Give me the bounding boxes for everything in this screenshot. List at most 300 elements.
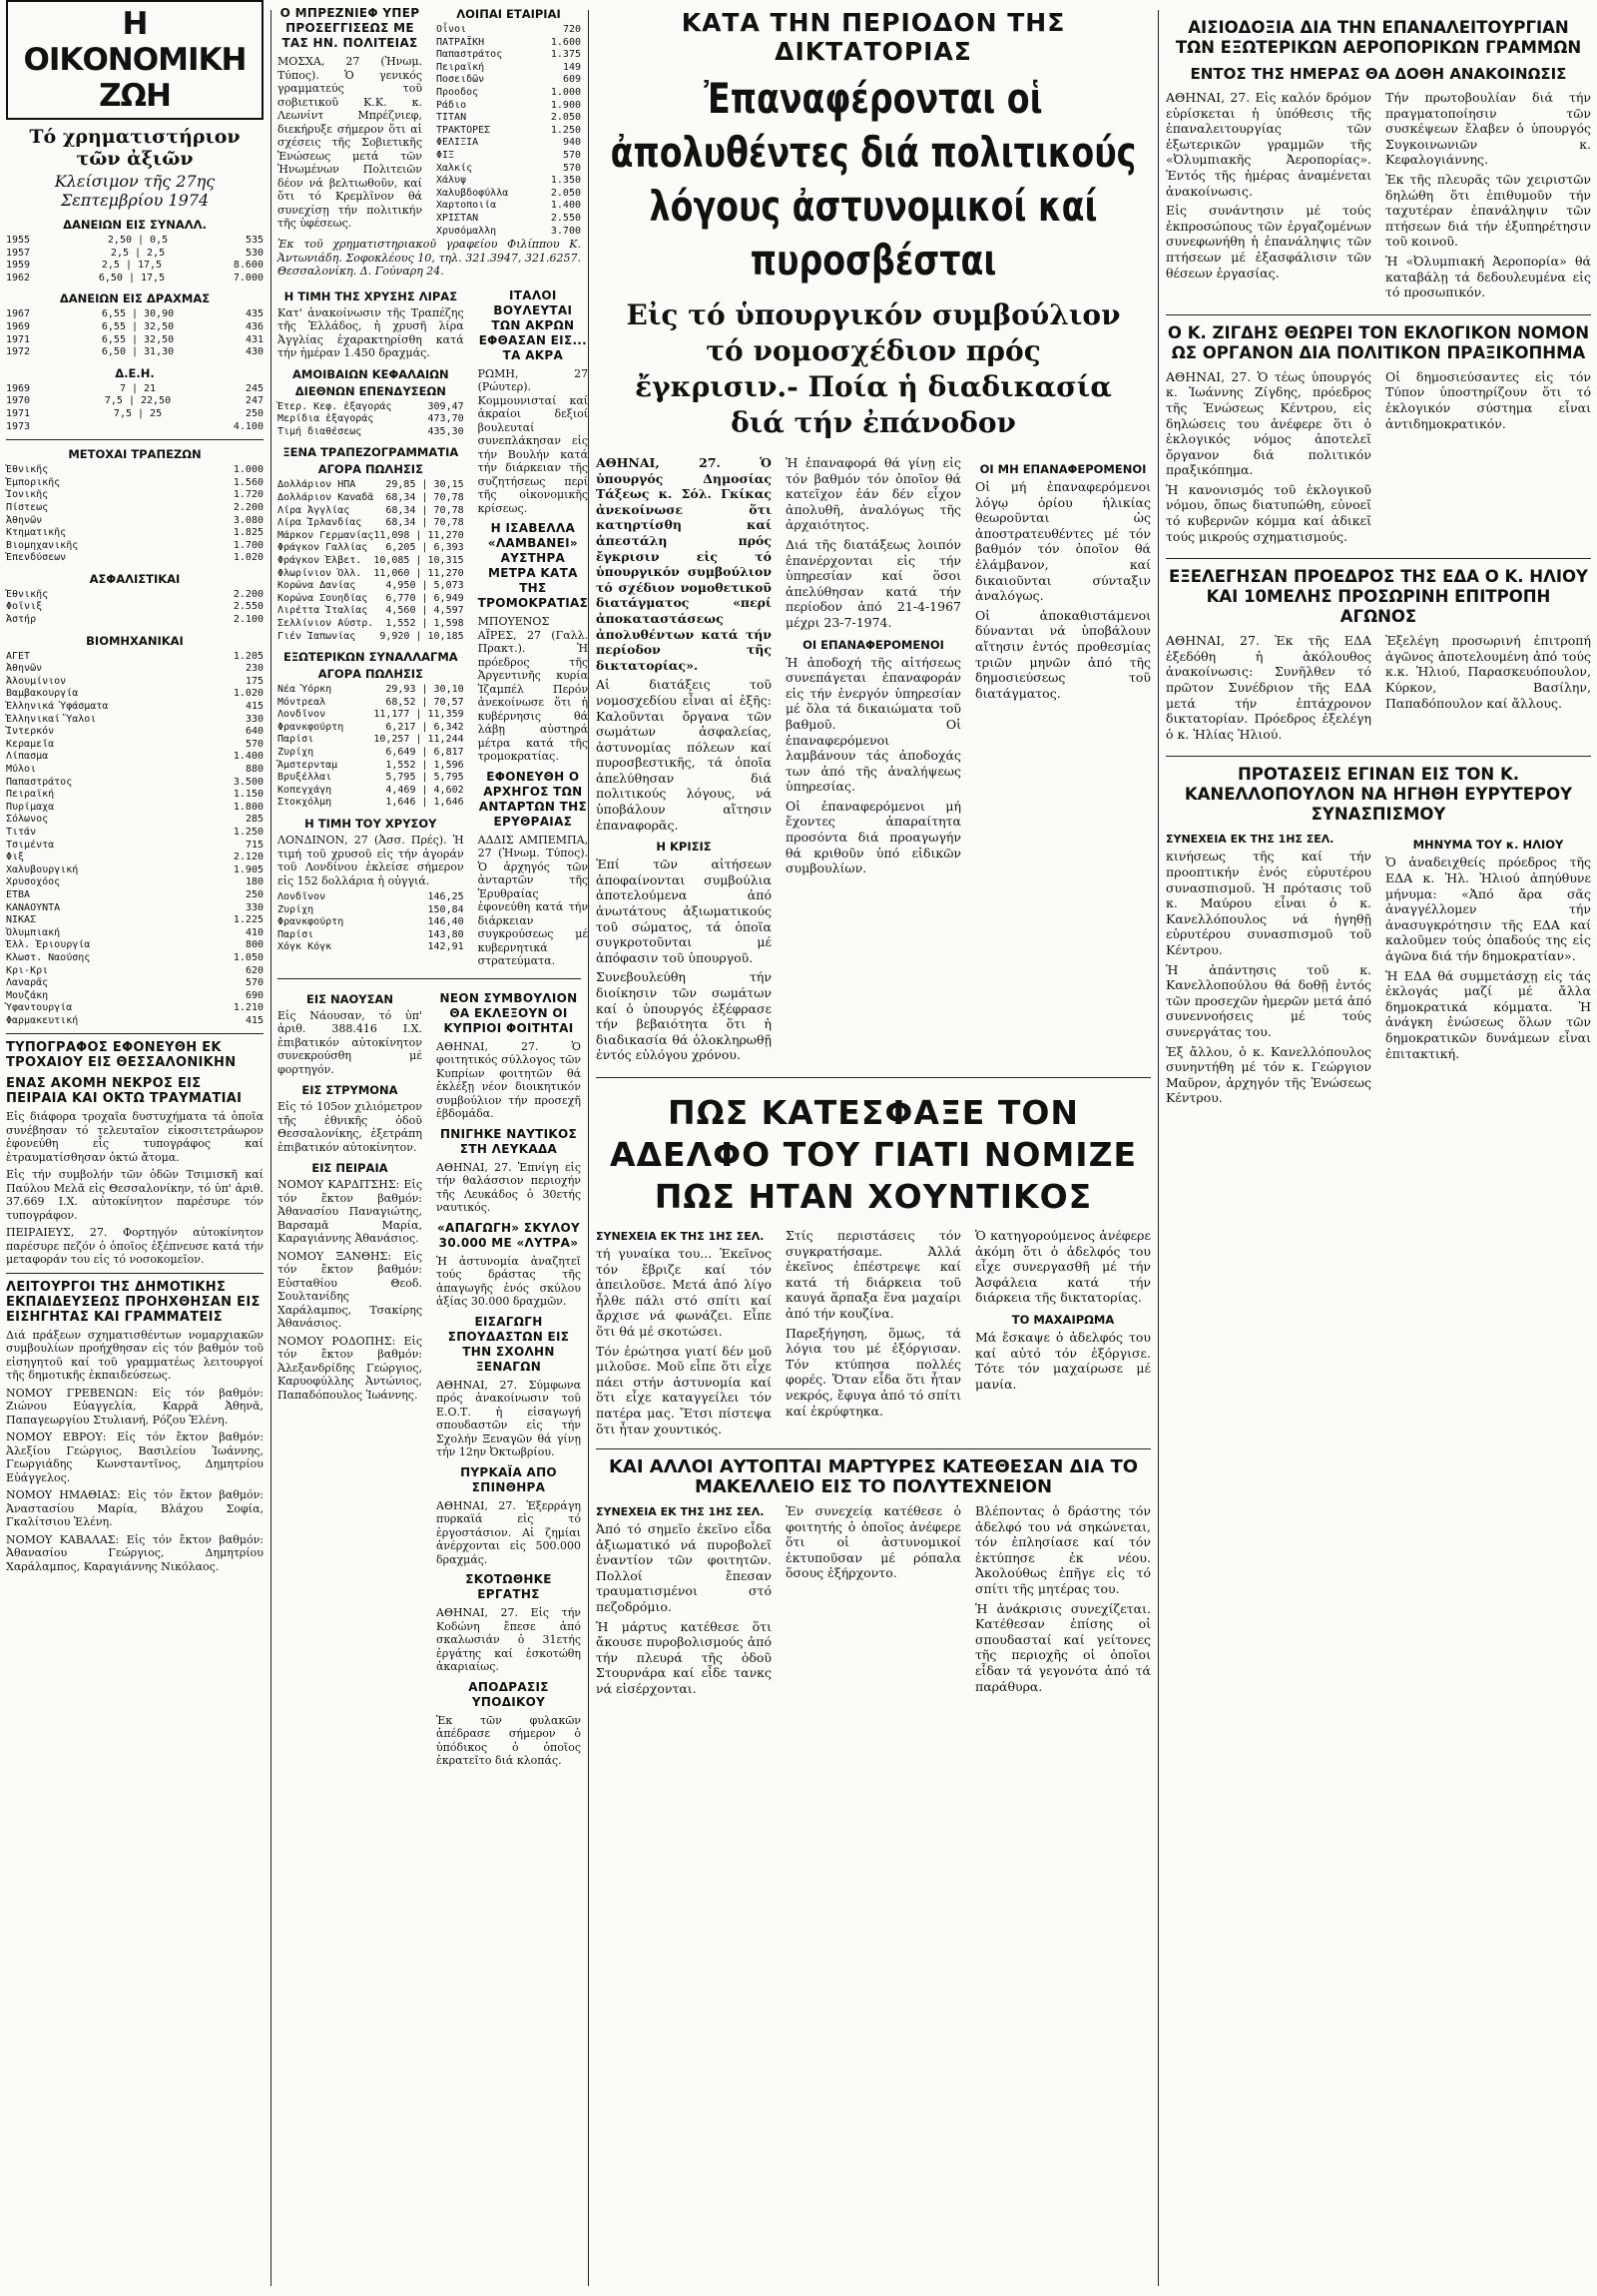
row-label: Ἐθνικῆς — [6, 588, 49, 600]
table-row — [277, 605, 464, 618]
main-story — [596, 0, 1151, 2296]
headline-piraeus: ΕΝΑΣ ΑΚΟΜΗ ΝΕΚΡΟΣ ΕΙΣ ΠΕΙΡΑΙΑ ΚΑΙ ΟΚΤΩ ΤΡΑΥΜΑΤΙΑΙ — [6, 1076, 243, 1107]
row-label: Λιρέττα Ἰταλίας — [277, 605, 368, 617]
table-row — [6, 489, 264, 502]
article-text: Συνεβουλεύθη τήν διοίκησιν τῶν σωμάτων καί ὁ ὑπουργός ἐξέφρασε τήν βεβαιότητα ὅτι ἡ διαδικασία θά ὁλοκληρωθῇ ἐντός εὐλόγου χρόνου. — [596, 969, 772, 1063]
table-row — [6, 308, 264, 321]
row-value: 570 — [245, 738, 264, 750]
row-value: 6,50 | 31,30 — [101, 346, 175, 358]
table-row — [6, 248, 264, 261]
row-label: Τιτάν — [6, 826, 37, 838]
section-title: ΔΑΝΕΙΩΝ ΕΙΣ ΔΡΑΧΜΑΣ — [59, 291, 211, 306]
row-label: Παπαστράτος — [6, 776, 73, 788]
row-value: 2.050 — [550, 112, 581, 124]
row-label: 1959 — [6, 260, 31, 272]
row-label: Φρανκφούρτη — [277, 916, 344, 928]
story-polytechnic-headline: ΚΑΙ ΑΛΛΟΙ ΑΥΤΟΠΤΑΙ ΜΑΡΤΥΡΕΣ ΚΑΤΕΘΕΣΑΝ ΔΙΑ ΤΟ ΜΑΚΕΛΛΕΙΟ ΕΙΣ ΤΟ ΠΟΛΥΤΕΧΝΕΙΟΝ — [608, 1456, 1139, 1498]
row-value: 2,5 | 2,5 — [110, 247, 166, 259]
table-row — [277, 929, 464, 942]
row-value: 6,55 | 30,90 — [101, 308, 175, 320]
table-row — [436, 163, 581, 176]
row-label: ΕΤΒΑ — [6, 888, 31, 900]
row-label: Λίρα Ἀγγλίας — [277, 504, 350, 516]
table-row — [6, 739, 264, 752]
row-value: 7.000 — [233, 272, 264, 284]
table-row — [6, 840, 264, 853]
article-text: Ἡ μάρτυς κατέθεσε ὅτι ἄκουσε πυροβολισμούς ἀπό τήν πλευρά τῆς ὁδοῦ Στουρνάρα καί εἶδε τανκς νά εἰσέρχονται. — [596, 1618, 772, 1697]
row-label: Ποσειδῶν — [436, 74, 485, 86]
row-value: 10,085 | 10,315 — [373, 554, 464, 566]
row-label: Πυρίμαχα — [6, 801, 55, 813]
row-value: 6,205 | 6,393 — [385, 542, 464, 554]
row-value: 9,920 | 10,185 — [379, 630, 464, 642]
section-title: Η ΚΡΙΣΙΣ — [656, 840, 712, 855]
table-row — [436, 112, 581, 125]
table-row — [6, 852, 264, 864]
row-label: Μουζάκη — [6, 989, 49, 1001]
section-title: ΑΓΟΡΑ ΠΩΛΗΣΙΣ — [317, 462, 423, 477]
article-text: ΠΕΙΡΑΙΕΥΣ, 27. Φορτηγόν αὐτοκίνητον παρέσυρε πεζόν ὁ ὁποῖος ἐξέπνευσε κατά τήν μεταφοράν του εἰς τό νοσοκομεῖον. — [6, 1226, 264, 1267]
article-text: Ἡ ἀποδοχή τῆς αἰτήσεως συνεπάγεται ἐπαναφοράν εἰς τήν ἐνεργόν ὑπηρεσίαν μέ ὅλα τά δικαιώματα τοῦ βαθμοῦ. Οἱ ἐπαναφερόμενοι λαμβάνουν τάς ἀποδοχάς των ἀπό τῆς ἀναλήψεως ὑπηρεσίας. — [786, 654, 961, 795]
table-row — [6, 601, 264, 614]
article-text: Ὁ κατηγορούμενος ἀνέφερε ἀκόμη ὅτι ὁ ἀδελφός του εἶχε συνεργασθῆ μέ τήν Ἀσφάλεια κατά τήν διάρκεια τῆς δικτατορίας. — [975, 1227, 1151, 1306]
row-value: 6,770 | 6,949 — [385, 592, 464, 604]
article-text: ΡΩΜΗ, 27 (Ρώυτερ). Κομμουνισταί καί ἀκραίοι δεξιοί βουλευταί συνεπλάκησαν εἰς τήν Βουλήν κατά τήν διάρκειαν τῆς συζητήσεως περί τῆς οἰκονομικῆς κρίσεως. — [477, 366, 589, 515]
row-value: 1.050 — [233, 951, 264, 963]
row-label: Χάλυψ — [436, 175, 467, 187]
row-label: ΑΓΕΤ — [6, 650, 31, 662]
headline-eda: ΕΞΕΛΕΓΗΣΑΝ ΠΡΟΕΔΡΟΣ ΤΗΣ ΕΔΑ Ο Κ. ΗΛΙΟΥ ΚΑΙ 10ΜΕΛΗΣ ΠΡΟΣΩΡΙΝΗ ΕΠΙΤΡΟΠΗ ΑΓΩΝΟΣ — [1169, 567, 1588, 627]
row-value: 940 — [562, 137, 581, 149]
row-label: Ἄμστερνταμ — [277, 759, 338, 771]
row-value: 2.120 — [233, 852, 264, 863]
row-label: ΤΙΤΑΝ — [436, 112, 467, 124]
row-label: Φιξ — [6, 852, 25, 863]
row-value: 29,85 | 30,15 — [385, 479, 464, 491]
row-value: 1.210 — [233, 1002, 264, 1014]
table-row — [277, 618, 464, 631]
section-title: ΜΕΤΟΧΑΙ ΤΡΑΠΕΖΩΝ — [68, 447, 202, 462]
main-headline: Ἐπαναφέρονται οἱ ἀπολυθέντες διά πολιτικούς λόγους ἀστυνομικοί καί πυροσβέσται — [610, 74, 1137, 285]
article-text: ΝΟΜΟΥ ΗΜΑΘΙΑΣ: Εἰς τόν ἔκτον βαθμόν: Ἀναστασίου Μαρία, Βλάχου Σοφία, Γκαλίτσιου Ἑλένη. — [6, 1488, 264, 1529]
row-label: 1972 — [6, 346, 31, 358]
table-row — [6, 464, 264, 477]
table-row — [436, 125, 581, 138]
headline-teachers: ΛΕΙΤΟΥΡΓΟΙ ΤΗΣ ΔΗΜΟΤΙΚΗΣ ΕΚΠΑΙΔΕΥΣΕΩΣ ΠΡΟΗΧΘΗΣΑΝ ΕΙΣ ΕΙΣΗΓΗΤΑΣ ΚΑΙ ΓΡΑΜΜΑΤΕΙΣ — [6, 1279, 261, 1325]
table-row — [6, 802, 264, 815]
row-value: 330 — [245, 713, 264, 725]
section-title: ΔΙΕΘΝΩΝ ΕΠΕΝΔΥΣΕΩΝ — [294, 383, 446, 398]
section-title: ΑΣΦΑΛΙΣΤΙΚΑΙ — [89, 571, 181, 586]
row-value: 3.500 — [233, 776, 264, 788]
row-label: Φαρμακευτική — [6, 1014, 79, 1026]
row-value: 2.550 — [550, 212, 581, 224]
row-value: 6,55 | 32,50 — [101, 320, 175, 332]
row-label: Παπαστράτος — [436, 49, 503, 61]
table-row — [277, 593, 464, 606]
row-label: Κορώνα Σουηδίας — [277, 592, 368, 604]
table-row — [436, 226, 581, 239]
row-value: 1.700 — [233, 539, 264, 551]
table-row — [6, 789, 264, 802]
row-value: 247 — [245, 395, 264, 407]
row-value: 1.205 — [233, 650, 264, 662]
row-value: 880 — [245, 764, 264, 775]
row-label: Χαλκίς — [436, 162, 473, 174]
table-row — [277, 631, 464, 644]
loans-a-table — [6, 235, 264, 285]
table-row — [6, 421, 264, 434]
row-label: 1971 — [6, 333, 31, 345]
row-value: 11,177 | 11,359 — [373, 709, 464, 721]
article-text: ΜΟΣΧΑ, 27 (Ἠνωμ. Τύπος). Ὁ γενικός γραμματεύς τοῦ σοβιετικοῦ Κ.Κ. κ. Λεωνίντ Μπρέζνιεφ, διεκήρυξε σήμερον ὅτι αἱ σχέσεις τῆς Σοβιετικῆς Ἑνώσεως μετά τῶν Ἡνωμένων Πολιτειῶν δέον νά βελτιωθοῦν, καί ὅτι τό Κρεμλῖνον θά συνεχίσῃ τήν πολιτικήν τῆς ὑφέσεως. — [277, 55, 422, 230]
table-row — [6, 614, 264, 627]
table-row — [436, 175, 581, 188]
table-row — [6, 540, 264, 553]
row-label: Χρυσόμαλλη — [436, 225, 497, 237]
masthead-date: Κλείσιμον τῆς 27ης Σεπτεμβρίου 1974 — [54, 172, 216, 210]
row-value: 1.800 — [233, 801, 264, 813]
row-label: Προοδος — [436, 86, 479, 98]
row-value: 7 | 21 — [119, 382, 157, 394]
table-row — [6, 1015, 264, 1028]
table-row — [6, 527, 264, 540]
row-label: Παρίσι — [277, 928, 314, 940]
table-row — [277, 916, 464, 929]
row-label: Πειραϊκή — [6, 789, 55, 801]
article-text: Εἰς συνάντησιν μέ τούς ἐκπροσώπους τῶν ἐργαζομένων συνεφωνήθη ἡ ἐπανάληψις τῶν πτήσεων μέ ἐξασφάλισιν τῶν θέσεων ἐργασίας. — [1166, 203, 1371, 281]
row-value: 436 — [245, 320, 264, 332]
row-value: 415 — [245, 1014, 264, 1026]
article-text: Οἱ δημοσιεύσαντες εἰς τόν Τύπον ὑποστηρίζουν ὅτι τό ἐκλογικόν σύστημα εἶναι ἀντιδημοκρατικόν. — [1385, 368, 1591, 431]
loans-b-table — [6, 308, 264, 358]
table-row — [6, 714, 264, 727]
table-row — [6, 814, 264, 827]
row-value: 410 — [245, 926, 264, 938]
table-row — [6, 383, 264, 396]
row-value: 2.100 — [233, 614, 264, 626]
table-row — [277, 709, 464, 722]
article-text: ΑΘΗΝΑΙ, 27. Ὁ τέως ὑπουργός κ. Ἰωάννης Ζίγδης, πρόεδρος τῆς Ἑνώσεως Κέντρου, εἰς δηλώσεις του ἀνέφερε ὅτι ὁ ἐκλογικός νόμος ἀποτελεῖ ὄργανον διά πολιτικόν πραξικόπημα. — [1166, 368, 1371, 478]
row-value: 415 — [245, 701, 264, 713]
row-label: Ζυρίχη — [277, 747, 314, 759]
table-row — [277, 785, 464, 798]
article-text: Διά πράξεων σχηματισθέντων νομαρχιακῶν συμβουλίων προήχθησαν εἰς τόν βαθμόν τοῦ εἰσηγητοῦ καί τοῦ γραμματέως λειτουργοί τῆς δημοτικῆς ἐκπαιδεύσεως. — [6, 1328, 264, 1383]
row-value: 1.720 — [233, 489, 264, 501]
industrial-table — [6, 651, 264, 1028]
table-row — [436, 62, 581, 75]
article-text: Κατ' ἀνακοίνωσιν τῆς Τραπέζης τῆς Ἑλλάδος, ἡ χρυσῆ λίρα Ἀγγλίας ἐχαρακτηρίσθη κατά τήν ἡμέραν 1.450 δραχμάς. — [277, 305, 464, 360]
table-row — [6, 477, 264, 490]
row-label: 1973 — [6, 420, 31, 432]
row-value: 1,552 | 1,596 — [385, 759, 464, 771]
table-row — [6, 977, 264, 990]
story-brother-headline: ΠΩΣ ΚΑΤΕΣΦΑΞΕ ΤΟΝ ΑΔΕΛΦΟ ΤΟΥ ΓΙΑΤΙ ΝΟΜΙΖΕ ΠΩΣ ΗΤΑΝ ΧΟΥΝΤΙΚΟΣ — [609, 1092, 1138, 1216]
row-value: 175 — [245, 675, 264, 687]
row-label: Ἑλληνικαί Ὕαλοι — [6, 713, 97, 725]
fx-table — [277, 479, 464, 643]
section-title: ΔΑΝΕΙΩΝ ΕΙΣ ΣΥΝΑΛΛ. — [63, 218, 207, 232]
row-label: Λαναρᾶς — [6, 977, 49, 989]
right-column — [1166, 0, 1591, 2296]
article-text: ΛΟΝΔΙΝΟΝ, 27 (Ἀσσ. Πρές). Ἡ τιμή τοῦ χρυσοῦ εἰς τήν ἀγοράν τοῦ Λονδίνου ἐκλείσε σήμερον εἰς 152 δολλάρια ἡ οὐγγιά. — [277, 834, 464, 887]
row-label: Κοπεγχάγη — [277, 784, 332, 796]
row-label: Κρι-Κρι — [6, 964, 49, 976]
table-row — [277, 426, 464, 439]
table-row — [277, 734, 464, 747]
table-row — [6, 676, 264, 689]
row-label: Δολλάριον Καναδᾶ — [277, 491, 374, 503]
row-value: 1.250 — [550, 124, 581, 136]
article-text: ΝΟΜΟΥ ΚΑΡΔΙΤΣΗΣ: Εἰς τόν ἔκτον βαθμόν: Ἀθανασίου Παναγιώτης, Βαρσαμᾶ Μαρία, Καραγιάννης Ἀθανάσιος. — [277, 1178, 422, 1246]
article-text: ΝΟΜΟΥ ΕΒΡΟΥ: Εἰς τόν ἔκτον βαθμόν: Ἀλεξίου Γεώργιος, Βασιλείου Ἰωάννης, Γεωργιάδης Κωνσταντῖνος, Δημητρίου Εὐάγγελος. — [6, 1431, 264, 1484]
row-label: Ζυρίχη — [277, 903, 314, 915]
row-label: Τιμή διαθέσεως — [277, 425, 362, 437]
table-row — [6, 726, 264, 739]
row-value: 6,217 | 6,342 — [385, 721, 464, 733]
section-title: ΕΞΩΤΕΡΙΚΩΝ ΣΥΝΑΛΛΑΓΜΑ — [282, 650, 458, 665]
table-row — [277, 697, 464, 710]
table-row — [277, 747, 464, 760]
article-text: Εἰς διάφορα τροχαῖα δυστυχήματα τά ὁποῖα συνέβησαν τό τελευταῖον εἰκοσιτετράωρον ἐφονεύθη εἷς τυπογράφος καί ἐτραυματίσθησαν ὀκτώ ἄτομα. — [6, 1110, 264, 1164]
row-label: Ἀθηνῶν — [6, 663, 43, 675]
table-row — [277, 479, 464, 492]
table-row — [277, 684, 464, 697]
row-label: Ἑτερ. Κεφ. ἐξαγοράς — [277, 400, 392, 412]
table-row — [6, 1002, 264, 1015]
row-value: 720 — [562, 24, 581, 35]
article-text: Ἡ ἀπάντησις τοῦ κ. Κανελλοπούλου θά δοθῇ ἐντός τῶν προσεχῶν ἡμερῶν μετά ἀπό συνεννοήσεις μέ τούς συνεργάτας του. — [1166, 961, 1371, 1039]
table-row — [436, 200, 581, 213]
article-lead: ΑΘΗΝΑΙ, 27. Ὁ ὑπουργός Δημοσίας Τάξεως κ. Σόλ. Γκίκας ἀνεκοίνωσε ὅτι κατηρτίσθη καί ἀπεστάλη πρός ἔγκρισιν εἰς τό ὑπουργικόν συμβούλιον τό σχέδιον νομοθετικοῦ διατάγματος «περί ἀποκαταστάσεως ἀπολυθέντων κατά τήν περίοδον τῆς δικτατορίας». — [596, 455, 772, 673]
row-label: Μάρκον Γερμανίας — [277, 529, 374, 541]
continuation-label: ΣΥΝΕΧΕΙΑ ΕΚ ΤΗΣ 1ΗΣ ΣΕΛ. — [596, 1505, 765, 1519]
headline-escape: ΑΠΟΔΡΑΣΙΣ ΥΠΟΔΙΚΟΥ — [468, 1679, 549, 1709]
row-value: 180 — [245, 876, 264, 888]
row-label: Ἀστήρ — [6, 614, 37, 626]
row-label: Παρίσι — [277, 734, 314, 746]
row-label: Οἶνοι — [436, 24, 467, 35]
table-row — [436, 150, 581, 163]
row-value: 1.400 — [233, 751, 264, 763]
continuation-label: ΣΥΝΕΧΕΙΑ ΕΚ ΤΗΣ 1ΗΣ ΣΕΛ. — [1166, 833, 1334, 847]
row-value: 1.150 — [233, 789, 264, 801]
article-text: Ἡ ἀνάκρισις συνεχίζεται. Κατέθεσαν ἐπίσης οἱ σπουδασταί καί γείτονες τῆς περιοχῆς οἱ ὁποῖοι εἶδαν τά γεγονότα ἀπό τά παράθυρα. — [975, 1600, 1151, 1694]
masthead-subtitle: Τό χρηματιστήριον τῶν ἀξιῶν — [29, 126, 241, 170]
table-row — [6, 990, 264, 1003]
row-label: Λονδῖνον — [277, 891, 326, 903]
section-title: ΑΜΟΙΒΑΙΩΝ ΚΕΦΑΛΑΙΩΝ — [291, 366, 449, 381]
table-row — [6, 589, 264, 602]
main-deck: Εἰς τό ὑπουργικόν συμβούλιον τό νομοσχέδιον πρός ἔγκρισιν.- Ποία ἡ διαδικασία διά τήν ἐπάνοδον — [626, 298, 1121, 439]
row-value: 1,646 | 1,646 — [385, 797, 464, 809]
row-value: 570 — [245, 977, 264, 989]
row-label: ΤΡΑΚΤΟΡΕΣ — [436, 124, 491, 136]
table-row — [277, 891, 464, 904]
row-value: 150,84 — [427, 903, 464, 915]
table-row — [277, 505, 464, 518]
row-value: 690 — [245, 989, 264, 1001]
row-label: Βαμβακουργία — [6, 688, 79, 700]
article-text: Ὁ ἀναδειχθείς πρόεδρος τῆς ΕΔΑ κ. Ἠλ. Ἠλιού ἀπηύθυνε μήνυμα: «Ἀπό ἄρα σᾶς ἀναγγέλλομεν τήν ἀνασυγκρότησιν τῆς ΕΔΑ καί καλοῦμεν τούς ὀπαδούς της εἰς ἀγῶνα διά τήν δημοκρατίαν». — [1385, 855, 1591, 963]
row-value: 1.000 — [233, 464, 264, 476]
headline-eritrea: ΕΦΟΝΕΥΘΗ Ο ΑΡΧΗΓΟΣ ΤΩΝ ΑΝΤΑΡΤΩΝ ΤΗΣ ΕΡΥΘΡΑΙΑΣ — [478, 769, 587, 829]
headline-guides: ΕΙΣΑΓΩΓΗ ΣΠΟΥΔΑΣΤΩΝ ΕΙΣ ΤΗΝ ΣΧΟΛΗΝ ΞΕΝΑΓΩΝ — [447, 1314, 570, 1374]
row-value: 4,560 | 4,597 — [385, 605, 464, 617]
table-row — [6, 663, 264, 676]
row-label: Λίρα Ἰρλανδίας — [277, 517, 362, 529]
article-text: ΑΘΗΝΑΙ, 27. Ἐξερράγη πυρκαϊά εἰς τό ἐργοστάσιον. Αἱ ζημίαι ἀνέρχονται εἰς 500.000 δραχμάς. — [436, 1498, 581, 1566]
row-label: Ὑφαντουργία — [6, 1002, 73, 1014]
table-row — [6, 864, 264, 877]
article-text: ΑΔΔΙΣ ΑΜΠΕΜΠΑ, 27 (Ἠνωμ. Τύπος). Ὁ ἀρχηγός τῶν ἀνταρτῶν τῆς Ἐρυθραίας ἐφονεύθη κατά τήν διάρκειαν συγκρούσεως μέ κυβερνητικά στρατεύματα. — [477, 833, 589, 968]
row-value: 640 — [245, 726, 264, 738]
article-text: Ἐξ ἄλλου, ὁ κ. Κανελλόπουλος συνηντήθη μέ τόν κ. Γεώργιον Μαῦρον, ἀρχηγόν τῆς Ἑνώσεως Κέντρου. — [1166, 1043, 1371, 1106]
foreign-table — [277, 684, 464, 810]
row-label: Πειραϊκή — [436, 61, 485, 73]
row-value: 6,55 | 32,50 — [101, 333, 175, 345]
row-label: Ὀλυμπιακή — [6, 926, 61, 938]
row-value: 330 — [245, 901, 264, 913]
section-title: Δ.Ε.Η. — [115, 365, 155, 380]
row-value: 535 — [245, 235, 264, 246]
row-value: 7,5 | 22,50 — [104, 395, 172, 407]
row-value: 4,950 | 5,073 — [385, 580, 464, 592]
article-text: ΑΘΗΝΑΙ, 27. Ἐκ τῆς ΕΔΑ ἐξεδόθη ἡ ἀκόλουθος ἀνακοίνωσις: Συνῆλθεν τό πρῶτον Συνέδριον τῆς ΕΔΑ μετά τήν ἐπτάχρονον δικτατορίαν. Πρόεδρος ἐξελέγη ὁ κ. Ἠλίας Ἠλιού. — [1166, 633, 1371, 742]
section-title: ΑΓΟΡΑ ΠΩΛΗΣΙΣ — [317, 667, 423, 682]
row-value: 285 — [245, 814, 264, 826]
row-value: 149 — [562, 61, 581, 73]
table-row — [436, 37, 581, 50]
table-row — [277, 772, 464, 785]
row-value: 570 — [562, 162, 581, 174]
headline-cypriots: ΝΕΟΝ ΣΥΜΒΟΥΛΙΟΝ ΘΑ ΕΚΛΕΞΟΥΝ ΟΙ ΚΥΠΡΙΟΙ ΦΟΙΤΗΤΑΙ — [439, 990, 578, 1035]
row-value: 1.225 — [233, 914, 264, 926]
row-value: 1.560 — [233, 476, 264, 488]
row-value: 2,50 | 0,5 — [107, 235, 169, 246]
article-text: Μά ἔσκαψε ὁ ἀδελφός του καί αὐτό τόν ἐξόργισε. Τότε τόν μαχαίρωσε μέ μανία. — [975, 1329, 1151, 1392]
article-text: Εἰς τήν συμβολήν τῶν ὁδῶν Τσιμισκῆ καί Παύλου Μελᾶ εἰς Θεσσαλονίκην, τό ὑπ' ἀριθ. 37.669 Ι.Χ. αὐτοκίνητον παρέσυρε τόν τυπογράφον. — [6, 1168, 264, 1222]
article-text: Βλέποντας ὁ δράστης τόν ἀδελφό του νά σηκώνεται, τόν ἐπλησίασε καί τόν ἐκτύπησε ἐκ νέου. Ἀκολούθως ἐπῆγε εἰς τό σπίτι τῆς μητέρας του. — [975, 1503, 1151, 1597]
row-label: Ἐμπορικῆς — [6, 476, 61, 488]
section-title: ΒΙΟΜΗΧΑΝΙΚΑΙ — [86, 633, 184, 648]
article-text: Παρεξήγηση, ὅμως, τά λόγια του μέ ἐξόργισαν. Τόν κτύπησα πολλές φορές. Ὅταν εἶδα ὅτι ἦταν νεκρός, ἔφυγα ἀπό τό σπίτι καί ἐκρύφτηκα. — [786, 1325, 961, 1419]
row-value: 1.375 — [550, 49, 581, 61]
headline-airline: ΑΙΣΙΟΔΟΞΙΑ ΔΙΑ ΤΗΝ ΕΠΑΝΑΛΕΙΤΟΥΡΓΙΑΝ ΤΩΝ ΕΞΩΤΕΡΙΚΩΝ ΑΕΡΟΠΟΡΙΚΩΝ ΓΡΑΜΜΩΝ — [1175, 18, 1582, 57]
row-label: Κτηματικῆς — [6, 527, 67, 539]
insurance-table — [6, 589, 264, 627]
table-row — [6, 927, 264, 940]
table-row — [277, 797, 464, 810]
section-title: ΟΙ ΜΗ ΕΠΑΝΑΦΕΡΟΜΕΝΟΙ — [979, 462, 1147, 476]
section-title: ΛΟΙΠΑΙ ΕΤΑΙΡΙΑΙ — [456, 7, 561, 21]
row-value: 146,25 — [427, 891, 464, 903]
table-row — [436, 213, 581, 226]
row-value: 250 — [245, 888, 264, 900]
row-label: Φοῖνιξ — [6, 601, 43, 613]
row-label: Πίστεως — [6, 501, 49, 513]
row-value: 309,47 — [427, 400, 464, 412]
row-label: Κλωστ. Ναούσης — [6, 951, 91, 963]
table-row — [436, 100, 581, 113]
row-label: Δολλάριον ΗΠΑ — [277, 479, 356, 491]
row-label: Βρυξέλλαι — [277, 772, 332, 784]
table-row — [6, 273, 264, 286]
row-value: 8.600 — [233, 260, 264, 272]
row-value: 4,469 | 4,602 — [385, 784, 464, 796]
section-title: Η ΤΙΜΗ ΤΟΥ ΧΡΥΣΟΥ — [304, 817, 437, 832]
article-text: Ἐν συνεχείᾳ κατέθεσε ὁ φοιτητής ὁ ὁποῖος ἀνέφερε ὅτι οἱ ἀστυνομικοί ἐκτυποῦσαν μέ ρόπαλα ὅσους ἐξήρχοντο. — [786, 1503, 961, 1581]
row-value: 1.250 — [233, 826, 264, 838]
table-row — [6, 751, 264, 764]
article-text: Διά τῆς διατάξεως λοιπόν ἐπανέρχονται εἰς τήν ὑπηρεσίαν καί ὅσοι ἀπελύθησαν κατά τήν περίοδον ἀπό 21-4-1967 μέχρι 23-7-1974. — [786, 536, 961, 630]
row-label: 1955 — [6, 235, 31, 246]
row-label: 1971 — [6, 407, 31, 419]
article-text: Ἡ ἐπαναφορά θά γίνῃ εἰς τόν βαθμόν τόν ὁποῖον θά κατεῖχον ἐάν δέν εἶχον ἀπολυθῆ, ἀναλόγως τῆς ἀρχαιότητος. — [786, 455, 961, 533]
row-value: 230 — [245, 663, 264, 675]
row-value: 68,34 | 70,78 — [385, 491, 464, 503]
article-text: Ἡ ΕΔΑ θά συμμετάσχῃ εἰς τάς ἐκλογάς μαζί μέ ἄλλα δημοκρατικά κόμματα. Ἡ ἀνάγκη ἑνώσεως ὅλων τῶν δημοκρατικῶν δυνάμεων εἶναι ἐπιτακτική. — [1385, 967, 1591, 1061]
table-row — [436, 87, 581, 100]
table-row — [6, 914, 264, 927]
table-row — [277, 401, 464, 414]
article-text: ΑΘΗΝΑΙ, 27. Εἰς τήν Κοδώνη ἔπεσε ἀπό σκαλωσιάν ὁ 31ετής ἐργάτης καί ἐσκοτώθη ἀκαριαίως. — [436, 1606, 581, 1674]
row-label: Χόγκ Κόγκ — [277, 941, 332, 953]
briefs-column — [277, 0, 589, 2296]
table-row — [436, 49, 581, 62]
row-value: 1.600 — [550, 36, 581, 48]
row-label: Λίπασμα — [6, 751, 49, 763]
row-label: Ἰονικῆς — [6, 489, 49, 501]
row-value: 6,50 | 17,5 — [98, 272, 166, 284]
headline-zigdis: Ο Κ. ΖΙΓΔΗΣ ΘΕΩΡΕΙ ΤΟΝ ΕΚΛΟΓΙΚΟΝ ΝΟΜΟΝ ΩΣ ΟΡΓΑΝΟΝ ΔΙΑ ΠΟΛΙΤΙΚΟΝ ΠΡΑΞΙΚΟΠΗΜΑ — [1167, 322, 1590, 362]
table-row — [6, 876, 264, 889]
row-label: Φρανκφούρτη — [277, 721, 344, 733]
row-label: Ράδιο — [436, 99, 467, 111]
section-title: ΕΙΣ ΣΤΡΥΜΟΝΑ — [301, 1083, 398, 1098]
row-value: 11,098 | 11,270 — [373, 529, 464, 541]
broker-note: Ἐκ τοῦ χρηματιστηριακοῦ γραφείου Φιλίππου Κ. Ἀντωνιάδη. Σοφοκλέους 10, τηλ. 321.3947, 321.6257. Θεσσαλονίκη. Δ. Γούναρη 24. — [277, 238, 581, 279]
section-title: Η ΤΙΜΗ ΤΗΣ ΧΡΥΣΗΣ ΛΙΡΑΣ — [283, 288, 458, 303]
row-value: 29,93 | 30,10 — [385, 684, 464, 696]
table-row — [436, 24, 581, 37]
row-label: Ἀθηνῶν — [6, 514, 43, 526]
row-value: 2.200 — [233, 588, 264, 600]
row-label: Σελλίνιον Αὐστρ. — [277, 617, 374, 629]
row-value: 430 — [245, 346, 264, 358]
section-title: ΜΗΝΥΜΑ ΤΟΥ κ. ΗΛΙΟΥ — [1412, 838, 1564, 853]
row-label: Ἐθνικῆς — [6, 464, 49, 476]
row-label: 1969 — [6, 382, 31, 394]
row-label: 1969 — [6, 320, 31, 332]
row-value: 68,34 | 70,78 — [385, 504, 464, 516]
row-value: 1,552 | 1,598 — [385, 617, 464, 629]
article-text: Ἐπί τῶν αἰτήσεων ἀποφαίνονται συμβούλια ἀποτελούμενα ἀπό ἀνωτάτους ἀξιωματικούς τοῦ σώματος, τά ὁποῖα συγκροτοῦνται μέ ἀπόφασιν τοῦ ὑπουργοῦ. — [596, 857, 772, 965]
row-value: 530 — [245, 247, 264, 259]
row-label: Ἑλλ. Ἐριουργία — [6, 939, 91, 951]
article-text: Ἡ κανονισμός τοῦ ἐκλογικοῦ νόμου, ὅπως διατυπώθη, εὐνοεῖ τό κυβερνῶν κόμμα καί ἀδικεῖ τούς μικρούς σχηματισμούς. — [1166, 481, 1371, 544]
table-row — [6, 395, 264, 408]
table-row — [277, 530, 464, 543]
table-row — [6, 688, 264, 701]
market-column — [6, 0, 264, 2296]
continuation-label: ΣΥΝΕΧΕΙΑ ΕΚ ΤΗΣ 1ΗΣ ΣΕΛ. — [596, 1229, 765, 1243]
article-text: Ἡ ἀστυνομία ἀναζητεῖ τούς δράστας τῆς ἀπαγωγῆς ἑνός σκύλου ἀξίας 30.000 δραχμῶν. — [436, 1254, 581, 1309]
row-value: 1.900 — [550, 99, 581, 111]
table-row — [6, 764, 264, 777]
article-text: Τήν πρωτοβουλίαν διά τήν πραγματοποίησιν τῶν συσκέψεων ἔλαβεν ὁ ὑπουργός Συγκοινωνιῶν κ. Κεφαλογιάννης. — [1385, 90, 1591, 168]
headline-typographer: ΤΥΠΟΓΡΑΦΟΣ ΕΦΟΝΕΥΘΗ ΕΚ ΤΡΟΧΑΙΟΥ ΕΙΣ ΘΕΣΣΑΛΟΝΙΚΗΝ — [6, 1040, 237, 1071]
